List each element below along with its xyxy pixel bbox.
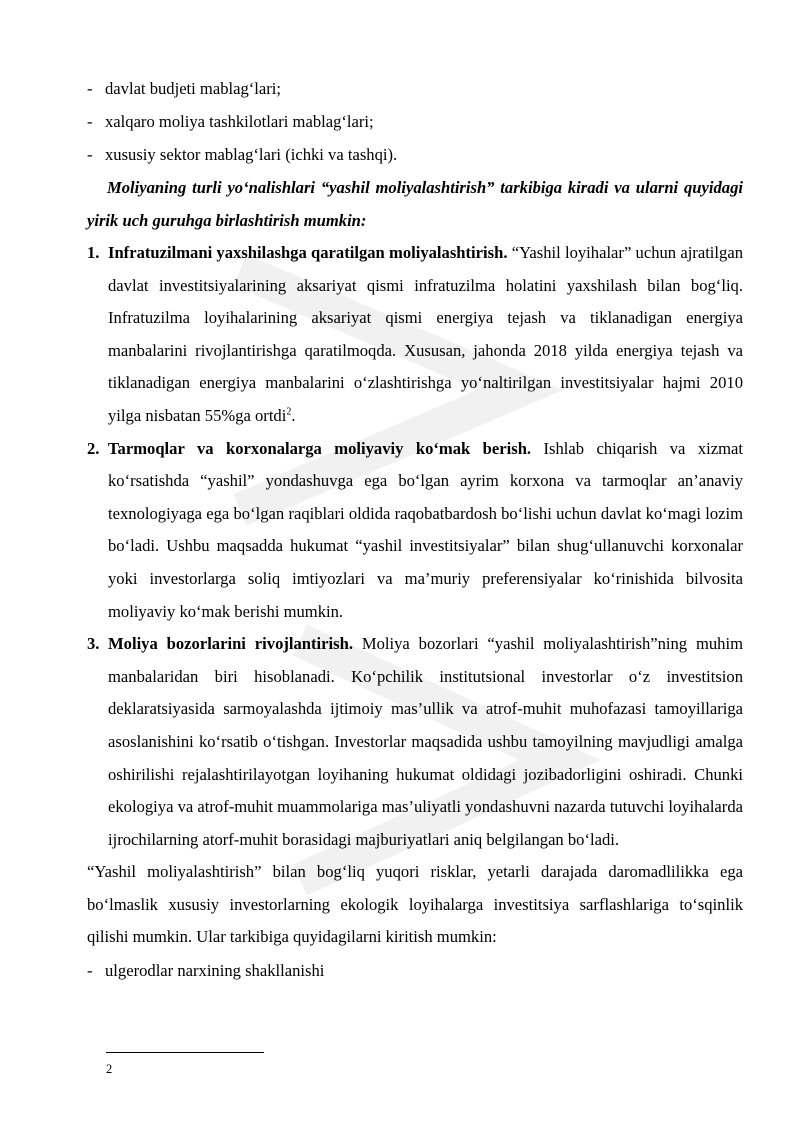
footnote-separator <box>106 1052 264 1053</box>
item-heading: Infratuzilmani yaxshilashga qaratilgan moliyalashtirish. <box>108 243 508 262</box>
bullet-text: ulgerodlar narxining shakllanishi <box>105 961 325 981</box>
item-heading: Moliya bozorlarini rivojlantirish. <box>108 634 353 654</box>
bullet-dash: - <box>87 961 93 981</box>
item-number: 3. <box>87 634 100 654</box>
item-tail: . <box>291 405 296 425</box>
intro-paragraph: Moliyaning turli yo‘nalishlari “yashil moliyalashtirish” tarkibiga kiradi va ularni quyidagi yirik uch guruhga birlashtirish mumkin: <box>87 178 743 230</box>
numbered-item-2 <box>87 433 743 629</box>
item-number: 1. <box>87 243 100 262</box>
item-text: Ishlab chiqarish va xizmat ko‘rsatishda “yashil” yondashuvga ega bo‘lgan ayrim korxona va tarmoqlar an’anaviy texnologiyaga ega bo‘lgan raqiblari oldida raqobatbardosh bo‘lishi uchun davlat ko‘magi lozim bo‘ladi. Ushbu maqsadda hukumat “yashil investitsiyalar” bilan shug‘ullanuvchi korxonalar yoki investorlarga soliq imtiyozlari va ma’muriy preferensiyalar ko‘rinishida bilvosita moliyaviy ko‘mak berishi mumkin. <box>108 438 743 621</box>
footnote-number: 2 <box>106 1062 113 1076</box>
item-text: “Yashil loyihalar” uchun ajratilgan davlat investitsiyalarining aksariyat qismi infratuzilma holatini yaxshilash bilan bog‘liq. Infratuzilma loyihalarining aksariyat qismi energiya tejash va tiklanadigan energiya manbalarini rivojlantirishga qaratilmoqda. Xususan, jahonda 2018 yilda energiya tejash va tiklanadigan energiya manbalarini o‘zlashtirishga yo‘naltirilgan investitsiyalar hajmi 2010 yilga nisbatan 55%ga ortdi <box>108 243 743 425</box>
bullet-dash: - <box>87 112 93 131</box>
list-item <box>87 72 743 105</box>
document-page <box>87 72 743 987</box>
item-text: Moliya bozorlari “yashil moliyalashtirish”ning muhim manbalaridan biri hisoblanadi. Ko‘pchilik institutsional investorlar o‘z investitsion deklaratsiyasida sarmoyalashda ijtimoiy mas’ullik va atrof-muhit muhofazasi tamoyillariga asoslanishini ko‘rsatib o‘tishgan. Investorlar maqsadida ushbu tamoyilning mavjudligi amalga oshirilishi rejalashtirilayotgan loyihaning hukumat oldidagi jozibadorligini oshiradi. Chunki ekologiya va atrof-muhit muammolariga mas’uliyatli yondashuvni nazarda tutuvchi loyihalarda ijrochilarning atorf-muhit borasidagi majburiyatlari aniq belgilangan bo‘ladi. <box>108 634 743 849</box>
list-item <box>87 138 743 171</box>
bullet-dash: - <box>87 79 93 98</box>
item-heading: Tarmoqlar va korxonalarga moliyaviy ko‘mak berish. <box>108 438 532 458</box>
bullet-text: xususiy sektor mablag‘lari (ichki va tashqi). <box>105 145 398 164</box>
bullet-dash: - <box>87 145 93 164</box>
item-number: 2. <box>87 438 100 458</box>
bullet-text: xalqaro moliya tashkilotlari mablag‘lari; <box>105 112 374 131</box>
numbered-item-1 <box>87 237 743 433</box>
closing-paragraph: “Yashil moliyalashtirish” bilan bog‘liq yuqori risklar, yetarli darajada daromadlilikka ega bo‘lmaslik xususiy investorlarning ekologik loyihalarga investitsiya sarflashlariga to‘sqinlik qilishi mumkin. Ular tarkibiga quyidagilarni kiritish mumkin: <box>87 862 743 947</box>
bullet-text: davlat budjeti mablag‘lari; <box>105 79 282 98</box>
numbered-item-3 <box>87 628 743 856</box>
list-item <box>87 954 743 987</box>
footnote-ref: 2 <box>286 406 292 418</box>
list-item <box>87 105 743 138</box>
